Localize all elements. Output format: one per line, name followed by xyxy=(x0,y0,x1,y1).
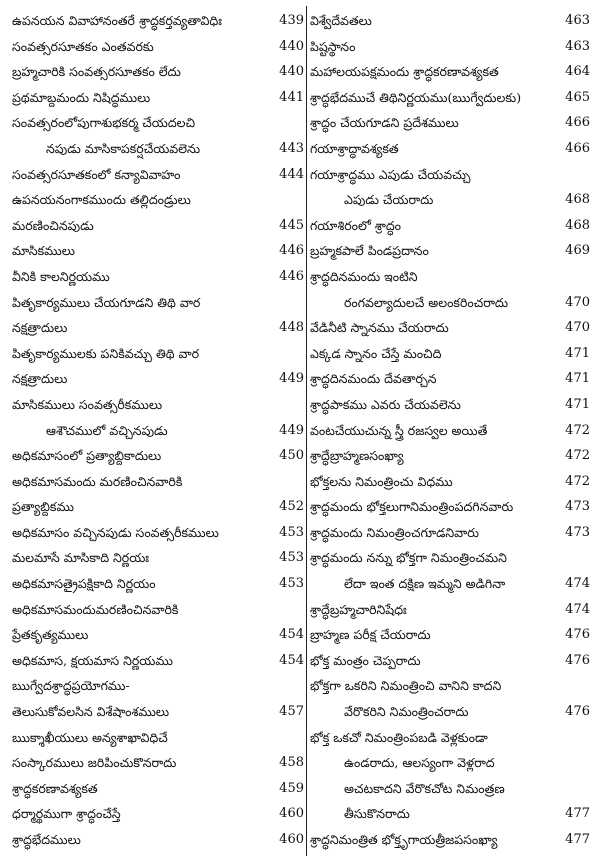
entry-page-number: 473 xyxy=(565,524,590,540)
index-entry xyxy=(310,750,590,776)
index-entry xyxy=(12,315,304,341)
index-entry xyxy=(310,136,590,162)
entry-page-number: 453 xyxy=(279,576,304,592)
entry-page-number: 477 xyxy=(565,832,590,847)
entry-page-number: 449 xyxy=(279,422,304,438)
entry-title: భోక్త మంత్రం చెప్పరాదు xyxy=(310,652,421,668)
entry-title: మహాలయపక్షమందు శ్రాద్ధకరణావశ్యకత xyxy=(310,64,499,80)
entry-title: నక్షత్రాదులు xyxy=(12,371,68,387)
entry-title: శ్రాద్ధేబ్రాహ్మణసంఖ్యా xyxy=(310,448,404,464)
entry-title: ఉండరాదు, ఆలస్యంగా వెళ్లరాద xyxy=(344,755,495,771)
index-entry xyxy=(12,8,304,34)
index-entry xyxy=(12,571,304,597)
entry-page-number: 470 xyxy=(565,294,590,310)
entry-page-number: 448 xyxy=(279,320,304,336)
index-entry xyxy=(310,725,590,751)
entry-title: శ్రాద్ధమందు నన్ను భోక్తగా నిమంత్రించమని xyxy=(310,550,507,566)
entry-title: శ్రాద్ధపాకము ఎవరు చేయవలెను xyxy=(310,396,461,412)
index-entry xyxy=(310,673,590,699)
index-entry xyxy=(12,418,304,444)
entry-page-number: 471 xyxy=(565,345,590,361)
entry-title: నక్షత్రాదులు xyxy=(12,320,68,336)
index-entry xyxy=(310,392,590,418)
index-entry xyxy=(310,290,590,316)
entry-page-number: 444 xyxy=(279,166,304,182)
entry-title: పిష్టస్థానం xyxy=(310,38,356,54)
index-entry xyxy=(310,162,590,188)
right-index-column xyxy=(310,8,590,853)
index-entry xyxy=(12,622,304,648)
index-entry xyxy=(12,290,304,316)
index-entry xyxy=(310,187,590,213)
entry-page-number: 439 xyxy=(279,13,304,28)
entry-page-number: 469 xyxy=(565,243,590,259)
entry-title: భోక్తలను నిమంత్రించు విధము xyxy=(310,473,453,489)
entry-title: గయాశిరంలో శ్రాద్ధం xyxy=(310,217,402,233)
index-entry xyxy=(12,443,304,469)
index-entry xyxy=(310,34,590,60)
entry-page-number: 474 xyxy=(565,601,590,617)
index-entry xyxy=(12,699,304,725)
index-entry xyxy=(310,622,590,648)
entry-page-number: 472 xyxy=(565,448,590,464)
entry-page-number: 466 xyxy=(565,115,590,131)
index-entry xyxy=(310,520,590,546)
index-entry xyxy=(12,545,304,571)
entry-page-number: 464 xyxy=(565,64,590,80)
entry-title: అధికమాస, క్షయమాస నిర్ణయము xyxy=(12,652,173,668)
index-entry xyxy=(310,85,590,111)
entry-title: పితృకార్యములకు పనికివచ్చు తిథి వార xyxy=(12,345,200,361)
index-entry xyxy=(12,597,304,623)
entry-title: ప్రత్యాబ్దికము xyxy=(12,499,74,515)
entry-title: ఉపనయనంగాకముందు తల్లిదండ్రులు xyxy=(12,192,191,208)
entry-title: ఎక్కడ స్నానం చేస్తే మంచిది xyxy=(310,345,442,361)
entry-page-number: 457 xyxy=(279,704,304,720)
entry-title: శ్రాద్ధకరణావశ్యకత xyxy=(12,780,98,796)
index-entry xyxy=(310,648,590,674)
entry-page-number: 468 xyxy=(565,217,590,233)
entry-page-number: 452 xyxy=(279,499,304,515)
entry-title: అధికమాసం వచ్చినపుడు సంవత్సరీకములు xyxy=(12,524,219,540)
index-entry xyxy=(12,725,304,751)
entry-page-number: 454 xyxy=(279,652,304,668)
index-entry xyxy=(310,8,590,34)
index-entry xyxy=(12,59,304,85)
entry-title: బ్రహ్మచారికి సంవత్సరసూతకం లేదు xyxy=(12,64,181,80)
index-entry xyxy=(12,494,304,520)
entry-title: అధికమాసత్రైపక్షికాది నిర్ణయం xyxy=(12,576,156,592)
entry-title: రంగవల్యాదులచే అలంకరించరాదు xyxy=(344,294,509,310)
index-entry xyxy=(310,59,590,85)
index-entry xyxy=(310,264,590,290)
entry-title: ఋక్శాఖీయులు అన్యశాఖావిధిచే xyxy=(12,729,168,745)
index-entry xyxy=(12,648,304,674)
index-entry xyxy=(12,801,304,827)
entry-title: సంవత్సరసూతకంలో కన్యావివాహం xyxy=(12,166,181,182)
entry-title: శ్రాద్ధదినమందు దేవతార్చన xyxy=(310,371,437,387)
entry-page-number: 446 xyxy=(279,268,304,284)
index-entry xyxy=(310,213,590,239)
entry-page-number: 476 xyxy=(565,627,590,643)
entry-title: నపుడు మాసికాపకర్షచేయవలెను xyxy=(46,140,201,156)
index-entry xyxy=(12,162,304,188)
index-entry xyxy=(12,827,304,853)
index-entry xyxy=(310,110,590,136)
index-entry xyxy=(310,699,590,725)
index-entry xyxy=(310,597,590,623)
entry-title: భోక్త ఒకచో నిమంత్రింపబడి వెళ్లకుండా xyxy=(310,729,488,745)
index-entry xyxy=(12,392,304,418)
entry-title: శ్రాద్ధేబ్రహ్మచారినిషేధః xyxy=(310,601,407,617)
index-entry xyxy=(12,136,304,162)
entry-title: వీనికి కాలనిర్ణయము xyxy=(12,268,110,284)
entry-title: బ్రహ్మకపాలే పిండప్రదానం xyxy=(310,243,429,259)
entry-page-number: 443 xyxy=(279,140,304,156)
index-entry xyxy=(12,673,304,699)
entry-title: వేరొకరిని నిమంత్రించరాదు xyxy=(344,704,469,720)
entry-page-number: 441 xyxy=(279,89,304,105)
index-entry xyxy=(12,238,304,264)
index-entry xyxy=(310,545,590,571)
index-entry xyxy=(12,750,304,776)
entry-page-number: 445 xyxy=(279,217,304,233)
entry-page-number: 453 xyxy=(279,524,304,540)
entry-title: తీసుకొనరాదు xyxy=(344,806,410,822)
entry-page-number: 463 xyxy=(565,38,590,54)
entry-title: ప్రేతకృత్యములు xyxy=(12,627,89,643)
entry-title: సంవత్సరసూతకం ఎంతవరకు xyxy=(12,38,154,54)
index-entry xyxy=(310,341,590,367)
entry-title: ఉపనయన వివాహానంతరే శ్రాద్ధకర్తవ్యతావిధిః xyxy=(12,13,222,28)
index-entry xyxy=(310,315,590,341)
entry-page-number: 470 xyxy=(565,320,590,336)
entry-title: గయాశ్రాద్ధము ఎపుడు చేయవచ్చు xyxy=(310,166,471,182)
entry-page-number: 440 xyxy=(279,38,304,54)
entry-title: శ్రాద్ధనిమంత్రిత భోక్తృగాయత్రీజపసంఖ్యా xyxy=(310,832,498,847)
index-entry xyxy=(12,469,304,495)
entry-page-number: 471 xyxy=(565,396,590,412)
entry-title: సంవత్సరంలోపుగాశుభకర్మ చేయదలచి xyxy=(12,115,196,131)
entry-title: ఎపుడు చేయరాదు xyxy=(344,192,434,208)
entry-page-number: 474 xyxy=(565,576,590,592)
entry-title: అధికమాసమందుమరణించినవారికి xyxy=(12,601,179,617)
entry-page-number: 465 xyxy=(565,89,590,105)
index-entry xyxy=(310,366,590,392)
entry-page-number: 460 xyxy=(279,806,304,822)
entry-title: ఋగ్వేదశ్రాద్ధప్రయోగము- xyxy=(12,678,130,694)
entry-title: ధర్మార్థముగా శ్రాద్ధంచేస్తే xyxy=(12,806,121,822)
entry-page-number: 476 xyxy=(565,652,590,668)
entry-page-number: 466 xyxy=(565,140,590,156)
entry-page-number: 440 xyxy=(279,64,304,80)
index-entry xyxy=(12,776,304,802)
column-divider xyxy=(306,6,307,856)
index-entry xyxy=(310,801,590,827)
index-entry xyxy=(12,85,304,111)
entry-title: శ్రాద్ధభేదములు xyxy=(12,832,81,847)
entry-title: శ్రాద్ధదినమందు ఇంటిని xyxy=(310,268,418,284)
entry-title: సంస్కారములు జరిపించుకొనరాదు xyxy=(12,755,177,771)
index-entry xyxy=(310,238,590,264)
entry-title: మలమాసే మాసికాది నిర్ణయః xyxy=(12,550,149,566)
entry-title: ప్రథమాబ్దమందు నిషిద్ధములు xyxy=(12,89,151,105)
entry-page-number: 460 xyxy=(279,832,304,847)
entry-title: మాసికములు xyxy=(12,243,75,259)
index-entry xyxy=(12,34,304,60)
entry-page-number: 449 xyxy=(279,371,304,387)
entry-title: మరణించినపుడు xyxy=(12,217,94,233)
entry-page-number: 463 xyxy=(565,13,590,28)
index-entry xyxy=(12,264,304,290)
entry-page-number: 459 xyxy=(279,780,304,796)
entry-page-number: 450 xyxy=(279,448,304,464)
index-entry xyxy=(310,827,590,853)
entry-title: బ్రాహ్మణ పరీక్ష చేయరాదు xyxy=(310,627,431,643)
entry-page-number: 472 xyxy=(565,473,590,489)
index-entry xyxy=(310,494,590,520)
entry-title: వంటచేయుచున్న స్త్రీ రజస్వల అయితే xyxy=(310,422,488,438)
entry-title: భోక్తగా ఒకరిని నిమంత్రించి వానిని కాదని xyxy=(310,678,502,694)
entry-page-number: 454 xyxy=(279,627,304,643)
entry-title: మాసికములు సంవత్సరీకములు xyxy=(12,396,163,412)
entry-title: శ్రాద్ధమందు భోక్తలుగానిమంత్రింపదగినవారు xyxy=(310,499,514,515)
index-entry xyxy=(310,469,590,495)
entry-title: శ్రాద్ధమందు నిమంత్రించగూడనివారు xyxy=(310,524,479,540)
entry-title: అధికమాసంలో ప్రత్యాబ్దికాదులు xyxy=(12,448,162,464)
entry-page-number: 458 xyxy=(279,755,304,771)
entry-title: అధికమాసమందు మరణించినవారికి xyxy=(12,473,183,489)
index-entry xyxy=(310,776,590,802)
index-entry xyxy=(12,213,304,239)
entry-title: గయాశ్రాద్ధావశ్యకత xyxy=(310,140,399,156)
entry-page-number: 468 xyxy=(565,192,590,208)
entry-title: వేడినీటి స్నానము చేయరాదు xyxy=(310,320,449,336)
index-entry xyxy=(12,341,304,367)
index-entry xyxy=(310,418,590,444)
index-entry xyxy=(12,110,304,136)
entry-title: అచటకాదని వేరొకచోట నిమంత్రణ xyxy=(344,780,505,796)
entry-title: లేదా ఇంత దక్షిణ ఇమ్మని అడిగినా xyxy=(344,576,506,592)
index-entry xyxy=(12,187,304,213)
entry-page-number: 471 xyxy=(565,371,590,387)
left-index-column xyxy=(12,8,304,853)
index-entry xyxy=(12,366,304,392)
entry-title: తెలుసుకోవలసిన విశేషాంశములు xyxy=(12,704,170,720)
entry-title: విశ్వేదేవతలు xyxy=(310,13,372,28)
entry-page-number: 453 xyxy=(279,550,304,566)
entry-page-number: 446 xyxy=(279,243,304,259)
entry-page-number: 477 xyxy=(565,806,590,822)
entry-page-number: 472 xyxy=(565,422,590,438)
entry-title: శ్రాద్ధం చేయగూడని ప్రదేశములు xyxy=(310,115,459,131)
entry-title: శ్రాద్ధభేదముచే తిథినిర్ణయము(ఋగ్వేదులకు) xyxy=(310,89,522,105)
entry-page-number: 476 xyxy=(565,704,590,720)
index-entry xyxy=(310,571,590,597)
entry-title: పితృకార్యములు చేయగూడని తిథి వార xyxy=(12,294,201,310)
entry-title: ఆశౌచములో వచ్చినపుడు xyxy=(46,422,168,438)
entry-page-number: 473 xyxy=(565,499,590,515)
index-entry xyxy=(12,520,304,546)
index-entry xyxy=(310,443,590,469)
